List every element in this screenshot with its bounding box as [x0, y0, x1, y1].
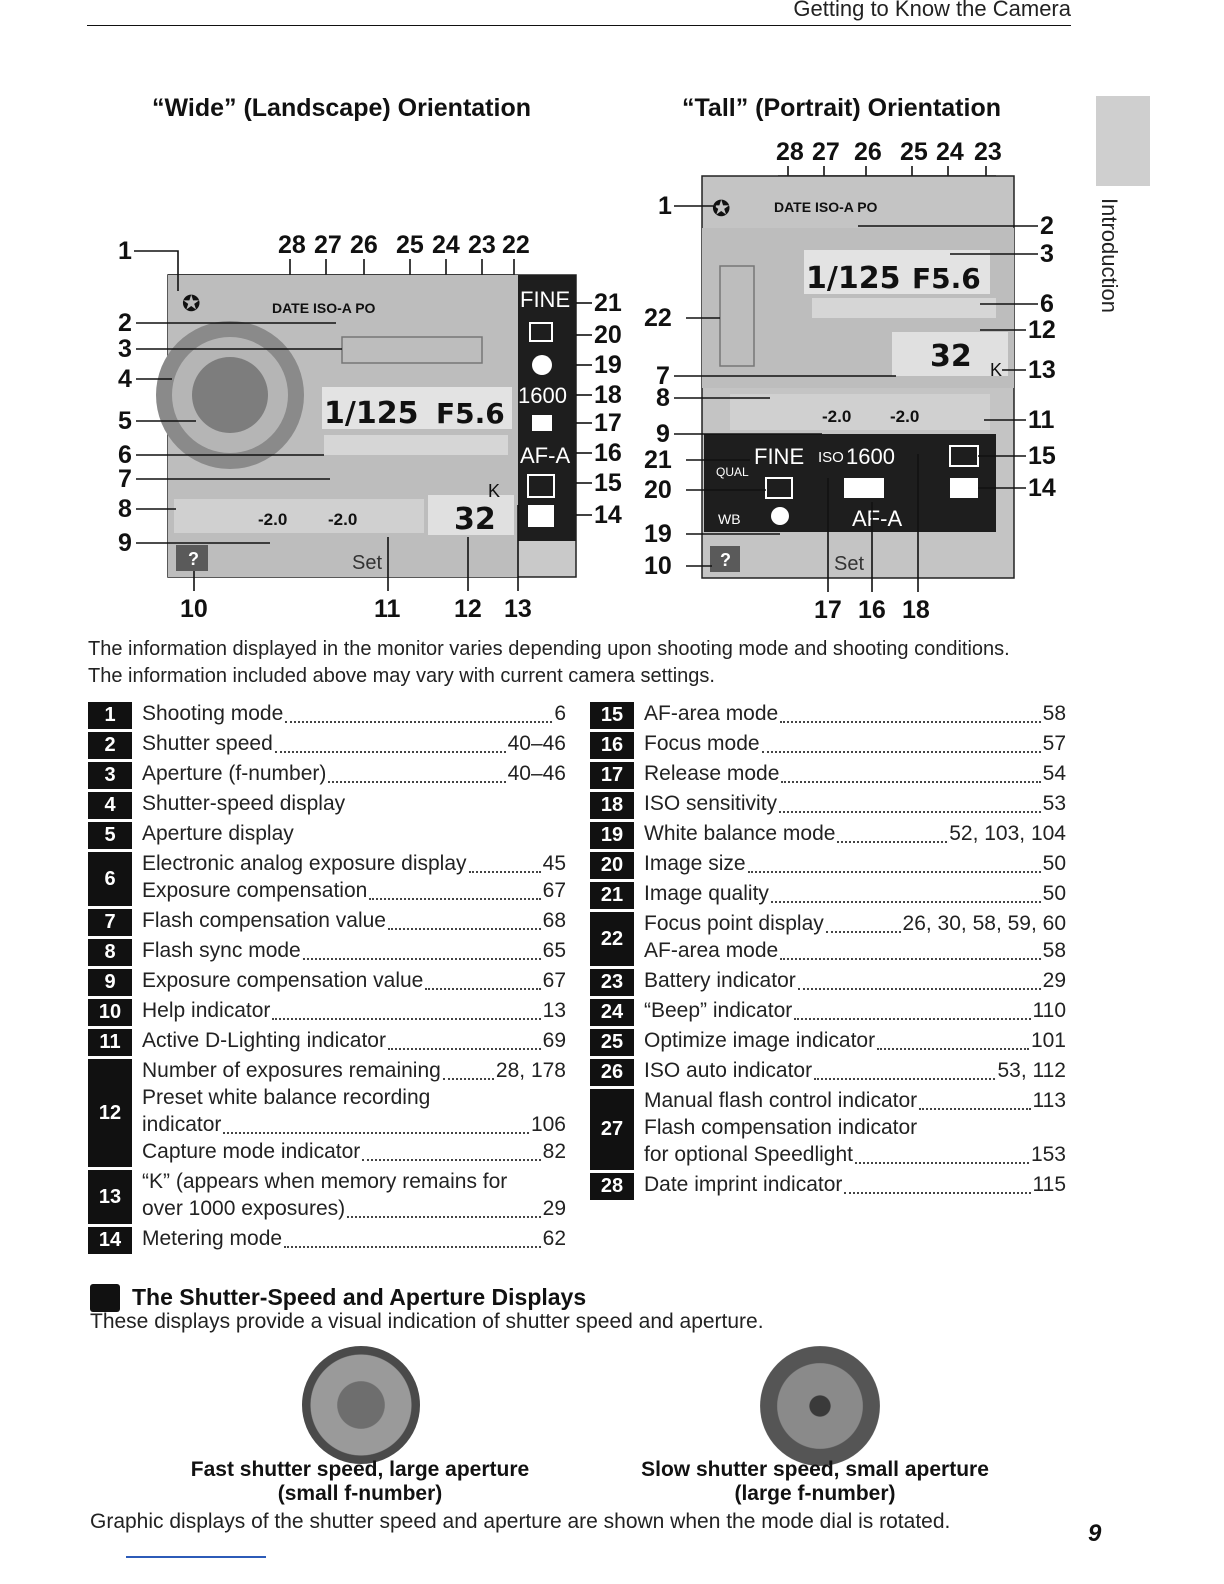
tall-orientation-title: “Tall” (Portrait) Orientation — [682, 94, 1001, 122]
legend-number-badge: 27 — [590, 1089, 634, 1170]
svg-text:✪: ✪ — [712, 197, 731, 222]
tall-flash-comp: -2.0 — [822, 407, 852, 426]
svg-text:22: 22 — [502, 231, 530, 259]
legend-page-ref: 58 — [1042, 939, 1066, 962]
legend-label: Help indicator — [142, 999, 271, 1022]
dot-leader — [844, 1192, 1030, 1194]
dot-leader — [285, 721, 552, 723]
svg-text:1: 1 — [658, 192, 672, 220]
wide-shots-remaining: 32 — [454, 502, 496, 537]
svg-text:22: 22 — [644, 304, 672, 332]
dot-leader — [781, 781, 1040, 783]
svg-text:5: 5 — [118, 407, 132, 435]
fast-caption-line2: (small f-number) — [277, 1482, 443, 1505]
legend-page-ref: 101 — [1030, 1029, 1066, 1052]
svg-text:28: 28 — [776, 138, 804, 166]
legend-line — [142, 1086, 566, 1113]
legend-entry — [590, 792, 1066, 819]
intro-paragraph: The information displayed in the monitor varies depending upon shooting mode and shooting conditions. The information included above may vary with current camera settings. — [88, 638, 1010, 687]
legend-line — [644, 792, 1066, 819]
legend-label: Image size — [644, 852, 746, 875]
legend-line — [142, 1140, 566, 1167]
legend-label: Image quality — [644, 882, 769, 905]
legend-entry — [88, 822, 566, 849]
legend-page-ref: 52, 103, 104 — [949, 822, 1066, 845]
dot-leader — [779, 811, 1041, 813]
tall-wb-label: WB — [718, 511, 741, 527]
legend-entry — [590, 969, 1066, 996]
legend-number-badge: 4 — [88, 792, 132, 819]
legend-page-ref: 53, 112 — [997, 1059, 1066, 1082]
legend-label: Optimize image indicator — [644, 1029, 876, 1052]
dot-leader — [748, 871, 1041, 873]
legend-line — [142, 702, 566, 729]
wide-iso: 1600 — [518, 383, 567, 408]
wide-monitor-diagram — [110, 225, 650, 625]
legend-entry — [88, 1227, 566, 1254]
dot-leader — [794, 1018, 1030, 1020]
dot-leader — [855, 1162, 1029, 1164]
legend-line — [142, 999, 566, 1026]
legend-line — [142, 852, 566, 879]
dot-leader — [369, 898, 540, 900]
legend-page-ref: 115 — [1032, 1173, 1066, 1196]
tall-monitor-diagram — [640, 132, 1080, 628]
legend-label: Electronic analog exposure display — [142, 852, 467, 875]
legend-line — [142, 1227, 566, 1254]
legend-line — [644, 852, 1066, 879]
legend-line — [644, 1143, 1066, 1170]
legend-label: White balance mode — [644, 822, 836, 845]
dot-leader — [780, 958, 1040, 960]
fast-shutter-dial-graphic — [302, 1346, 420, 1464]
legend-number-badge: 18 — [590, 792, 634, 819]
legend-number-badge: 11 — [88, 1029, 132, 1056]
dot-leader — [837, 841, 947, 843]
slow-shutter-caption — [630, 1458, 1000, 1506]
legend-page-ref: 45 — [542, 852, 566, 875]
legend-line — [644, 732, 1066, 759]
svg-text:8: 8 — [656, 384, 670, 412]
legend-number-badge: 9 — [88, 969, 132, 996]
legend-number-badge: 13 — [88, 1170, 132, 1224]
wide-quality: FINE — [520, 287, 571, 312]
legend-entry — [590, 702, 1066, 729]
svg-text:24: 24 — [432, 231, 460, 259]
legend-page-ref: 113 — [1032, 1089, 1066, 1112]
legend-line — [644, 1059, 1066, 1086]
legend-line — [644, 939, 1066, 966]
slow-caption-line2: (large f-number) — [734, 1482, 896, 1505]
legend-line — [644, 822, 1066, 849]
legend-label: Exposure compensation value — [142, 969, 424, 992]
tall-k-indicator: K — [990, 360, 1003, 380]
legend-line — [142, 909, 566, 936]
legend-page-ref: 6 — [554, 702, 566, 725]
legend-page-ref: 13 — [542, 999, 566, 1022]
legend-line — [142, 792, 566, 819]
fast-caption-line1: Fast shutter speed, large aperture — [190, 1458, 530, 1481]
dot-leader — [919, 1108, 1030, 1110]
legend-entry — [88, 909, 566, 936]
legend-entry — [88, 702, 566, 729]
svg-text:20: 20 — [644, 476, 672, 504]
section-label-text: Introduction — [1097, 198, 1122, 313]
wide-af-mode: AF-A — [520, 443, 571, 468]
legend-label: Battery indicator — [644, 969, 796, 992]
slow-shutter-dial-graphic — [760, 1346, 880, 1466]
legend-number-badge: 12 — [88, 1059, 132, 1167]
svg-text:21: 21 — [594, 289, 622, 317]
svg-text:24: 24 — [936, 138, 964, 166]
legend-label: for optional Speedlight — [644, 1143, 853, 1166]
svg-text:6: 6 — [118, 441, 132, 469]
legend-page-ref: 57 — [1042, 732, 1066, 755]
svg-text:26: 26 — [854, 138, 882, 166]
legend-label: Active D-Lighting indicator — [142, 1029, 386, 1052]
legend-page-ref: 106 — [530, 1113, 566, 1136]
wide-set-label: Set — [352, 552, 383, 574]
fast-shutter-caption — [180, 1458, 540, 1506]
legend-label: Flash compensation value — [142, 909, 386, 932]
legend-line — [644, 1089, 1066, 1116]
legend-line — [142, 1059, 566, 1086]
legend-entry — [590, 1059, 1066, 1086]
tall-shutter-speed: 1/125 — [806, 261, 901, 296]
legend-number-badge: 2 — [88, 732, 132, 759]
legend-label: Release mode — [644, 762, 780, 785]
legend-label: Aperture (f-number) — [142, 762, 327, 785]
dot-leader — [275, 751, 506, 753]
page-header — [87, 0, 1071, 26]
legend-entry — [590, 1089, 1066, 1170]
legend-number-badge: 16 — [590, 732, 634, 759]
svg-text:26: 26 — [350, 231, 378, 259]
svg-text:27: 27 — [314, 231, 342, 259]
tall-aperture: F5.6 — [912, 262, 981, 295]
legend-page-ref: 29 — [1042, 969, 1066, 992]
legend-page-ref: 58 — [1042, 702, 1066, 725]
legend-left — [88, 702, 566, 1257]
legend-page-ref: 29 — [542, 1197, 566, 1220]
legend-line — [644, 1173, 1066, 1200]
svg-text:25: 25 — [396, 231, 424, 259]
svg-text:14: 14 — [594, 501, 622, 529]
legend-line — [142, 1113, 566, 1140]
svg-text:17: 17 — [814, 596, 842, 624]
legend-label: Shutter-speed display — [142, 792, 346, 815]
dot-leader — [798, 988, 1041, 990]
dot-leader — [443, 1078, 494, 1080]
legend-line — [142, 822, 566, 849]
legend-entry — [88, 1029, 566, 1056]
legend-entry — [88, 1059, 566, 1167]
svg-text:11: 11 — [1028, 406, 1055, 434]
legend-page-ref: 40–46 — [507, 732, 566, 755]
legend-page-ref: 69 — [542, 1029, 566, 1052]
legend-line — [644, 969, 1066, 996]
svg-text:9: 9 — [118, 529, 132, 557]
dot-leader — [826, 931, 901, 933]
legend-line — [644, 912, 1066, 939]
legend-line — [644, 702, 1066, 729]
legend-label: over 1000 exposures) — [142, 1197, 346, 1220]
legend-line — [142, 1170, 566, 1197]
legend-number-badge: 7 — [88, 909, 132, 936]
svg-text:4: 4 — [118, 365, 132, 393]
svg-text:15: 15 — [594, 469, 622, 497]
legend-line — [142, 879, 566, 906]
legend-number-badge: 26 — [590, 1059, 634, 1086]
svg-text:✪: ✪ — [182, 292, 201, 317]
svg-text:12: 12 — [454, 595, 482, 623]
dot-leader — [272, 1018, 540, 1020]
legend-number-badge: 3 — [88, 762, 132, 789]
tall-set-label: Set — [834, 553, 865, 575]
footer-rule — [126, 1556, 266, 1558]
legend-number-badge: 5 — [88, 822, 132, 849]
page-number: 9 — [1088, 1520, 1102, 1547]
legend-line — [644, 882, 1066, 909]
tall-quality: FINE — [754, 444, 805, 469]
svg-text:23: 23 — [974, 138, 1002, 166]
svg-text:2: 2 — [118, 309, 132, 337]
dot-leader — [223, 1132, 529, 1134]
legend-page-ref: 50 — [1042, 852, 1066, 875]
legend-label: Flash sync mode — [142, 939, 301, 962]
svg-text:?: ? — [188, 549, 199, 569]
svg-text:13: 13 — [1028, 356, 1056, 384]
tall-iso: 1600 — [846, 444, 895, 469]
svg-text:8: 8 — [118, 495, 132, 523]
legend-page-ref: 50 — [1042, 882, 1066, 905]
legend-number-badge: 25 — [590, 1029, 634, 1056]
wide-flash-comp: -2.0 — [258, 510, 288, 529]
legend-page-ref: 26, 30, 58, 59, 60 — [902, 912, 1066, 935]
section-tab — [1096, 96, 1150, 186]
legend-number-badge: 20 — [590, 852, 634, 879]
legend-entry — [590, 732, 1066, 759]
tall-qual-label: QUAL — [716, 465, 749, 479]
svg-text:21: 21 — [644, 446, 672, 474]
legend-number-badge: 24 — [590, 999, 634, 1026]
dot-leader — [328, 781, 505, 783]
legend-line — [142, 1029, 566, 1056]
svg-text:19: 19 — [594, 351, 622, 379]
legend-number-badge: 17 — [590, 762, 634, 789]
legend-entry — [88, 852, 566, 906]
tip-text: These displays provide a visual indication of shutter speed and aperture. — [90, 1310, 764, 1333]
legend-label: Focus mode — [644, 732, 760, 755]
legend-label: Aperture display — [142, 822, 294, 845]
legend-page-ref: 65 — [542, 939, 566, 962]
wide-aperture: F5.6 — [436, 397, 505, 430]
svg-text:16: 16 — [594, 439, 622, 467]
legend-label: Preset white balance recording — [142, 1086, 431, 1109]
legend-right — [590, 702, 1066, 1203]
legend-line — [644, 999, 1066, 1026]
legend-label: ISO sensitivity — [644, 792, 778, 815]
wide-exposure-comp: -2.0 — [328, 510, 358, 529]
svg-text:14: 14 — [1028, 474, 1056, 502]
svg-text:17: 17 — [594, 409, 622, 437]
section-label — [1094, 198, 1124, 338]
legend-page-ref: 82 — [542, 1140, 566, 1163]
legend-entry — [590, 1173, 1066, 1200]
svg-text:15: 15 — [1028, 442, 1056, 470]
legend-label: Metering mode — [142, 1227, 283, 1250]
svg-text:12: 12 — [1028, 316, 1056, 344]
dot-leader — [469, 871, 541, 873]
legend-number-badge: 1 — [88, 702, 132, 729]
legend-label: Capture mode indicator — [142, 1140, 361, 1163]
wide-orientation-title: “Wide” (Landscape) Orientation — [152, 94, 531, 122]
legend-number-badge: 21 — [590, 882, 634, 909]
legend-line — [644, 1116, 1066, 1143]
slow-caption-line1: Slow shutter speed, small aperture — [641, 1458, 989, 1481]
legend-label: indicator — [142, 1113, 222, 1136]
legend-line — [644, 1029, 1066, 1056]
dot-leader — [814, 1078, 995, 1080]
legend-label: Exposure compensation — [142, 879, 368, 902]
dot-leader — [388, 1048, 541, 1050]
svg-text:27: 27 — [812, 138, 840, 166]
legend-label: Focus point display — [644, 912, 824, 935]
dot-leader — [780, 721, 1040, 723]
legend-line — [142, 762, 566, 789]
svg-text:18: 18 — [902, 596, 930, 624]
tall-iso-label: ISO — [818, 449, 844, 466]
legend-entry — [88, 792, 566, 819]
tall-exposure-comp: -2.0 — [890, 407, 920, 426]
dot-leader — [284, 1246, 541, 1248]
legend-entry — [88, 999, 566, 1026]
tall-shots-remaining: 32 — [930, 339, 972, 374]
svg-text:2: 2 — [1040, 212, 1054, 240]
legend-number-badge: 22 — [590, 912, 634, 966]
legend-label: AF-area mode — [644, 702, 779, 725]
dot-leader — [362, 1159, 540, 1161]
legend-label: AF-area mode — [644, 939, 779, 962]
legend-page-ref: 67 — [542, 879, 566, 902]
header-title: Getting to Know the Camera — [793, 0, 1071, 21]
legend-entry — [590, 912, 1066, 966]
dot-leader — [771, 901, 1041, 903]
svg-text:18: 18 — [594, 381, 622, 409]
svg-text:23: 23 — [468, 231, 496, 259]
wide-k-indicator: K — [488, 481, 501, 501]
magnifier-icon — [90, 1284, 120, 1312]
legend-number-badge: 19 — [590, 822, 634, 849]
svg-text:16: 16 — [858, 596, 886, 624]
legend-page-ref: 68 — [542, 909, 566, 932]
legend-label: ISO auto indicator — [644, 1059, 813, 1082]
svg-text:13: 13 — [504, 595, 532, 623]
svg-text:7: 7 — [656, 362, 670, 390]
legend-number-badge: 28 — [590, 1173, 634, 1200]
tall-af-mode: AF-A — [852, 506, 903, 531]
legend-page-ref: 67 — [542, 969, 566, 992]
legend-label: Number of exposures remaining — [142, 1059, 441, 1082]
legend-number-badge: 8 — [88, 939, 132, 966]
legend-entry — [590, 822, 1066, 849]
svg-text:10: 10 — [644, 552, 672, 580]
legend-page-ref: 28, 178 — [495, 1059, 566, 1082]
svg-text:28: 28 — [278, 231, 306, 259]
legend-number-badge: 14 — [88, 1227, 132, 1254]
dot-leader — [877, 1048, 1029, 1050]
legend-page-ref: 54 — [1042, 762, 1066, 785]
legend-entry — [88, 939, 566, 966]
legend-number-badge: 10 — [88, 999, 132, 1026]
wide-status-icons: DATE ISO-A PO — [272, 300, 376, 316]
svg-text:6: 6 — [1040, 290, 1054, 318]
legend-number-badge: 23 — [590, 969, 634, 996]
svg-text:1: 1 — [118, 237, 132, 265]
legend-entry — [88, 969, 566, 996]
legend-entry — [590, 852, 1066, 879]
legend-line — [142, 1197, 566, 1224]
svg-text:9: 9 — [656, 420, 670, 448]
legend-page-ref: 62 — [542, 1227, 566, 1250]
legend-line — [142, 939, 566, 966]
legend-label: “K” (appears when memory remains for — [142, 1170, 508, 1193]
svg-text:7: 7 — [118, 465, 132, 493]
legend-page-ref: 110 — [1032, 999, 1066, 1022]
tip-title: The Shutter-Speed and Aperture Displays — [132, 1284, 587, 1310]
svg-text:19: 19 — [644, 520, 672, 548]
svg-text:3: 3 — [118, 335, 132, 363]
legend-entry — [88, 732, 566, 759]
dot-leader — [762, 751, 1041, 753]
dot-leader — [425, 988, 540, 990]
svg-text:?: ? — [720, 550, 731, 570]
legend-entry — [590, 1029, 1066, 1056]
svg-text:3: 3 — [1040, 240, 1054, 268]
legend-label: Flash compensation indicator — [644, 1116, 918, 1139]
svg-text:25: 25 — [900, 138, 928, 166]
legend-label: Manual flash control indicator — [644, 1089, 918, 1112]
tall-status-icons: DATE ISO-A PO — [774, 199, 878, 215]
svg-text:20: 20 — [594, 321, 622, 349]
legend-page-ref: 53 — [1042, 792, 1066, 815]
legend-label: Shooting mode — [142, 702, 284, 725]
legend-line — [142, 732, 566, 759]
legend-label: Shutter speed — [142, 732, 273, 755]
svg-text:11: 11 — [374, 595, 401, 623]
dot-leader — [388, 928, 541, 930]
legend-number-badge: 15 — [590, 702, 634, 729]
dot-leader — [303, 958, 541, 960]
legend-line — [644, 762, 1066, 789]
legend-label: Date imprint indicator — [644, 1173, 843, 1196]
legend-label: “Beep” indicator — [644, 999, 793, 1022]
dot-leader — [347, 1216, 541, 1218]
legend-page-ref: 153 — [1030, 1143, 1066, 1166]
legend-page-ref: 40–46 — [507, 762, 566, 785]
closing-text: Graphic displays of the shutter speed and aperture are shown when the mode dial is rotated. — [90, 1510, 951, 1533]
legend-entry — [590, 762, 1066, 789]
legend-number-badge: 6 — [88, 852, 132, 906]
svg-text:10: 10 — [180, 595, 208, 623]
legend-entry — [590, 999, 1066, 1026]
legend-entry — [88, 762, 566, 789]
wide-shutter-speed: 1/125 — [324, 396, 419, 431]
legend-entry — [590, 882, 1066, 909]
legend-line — [142, 969, 566, 996]
legend-entry — [88, 1170, 566, 1224]
